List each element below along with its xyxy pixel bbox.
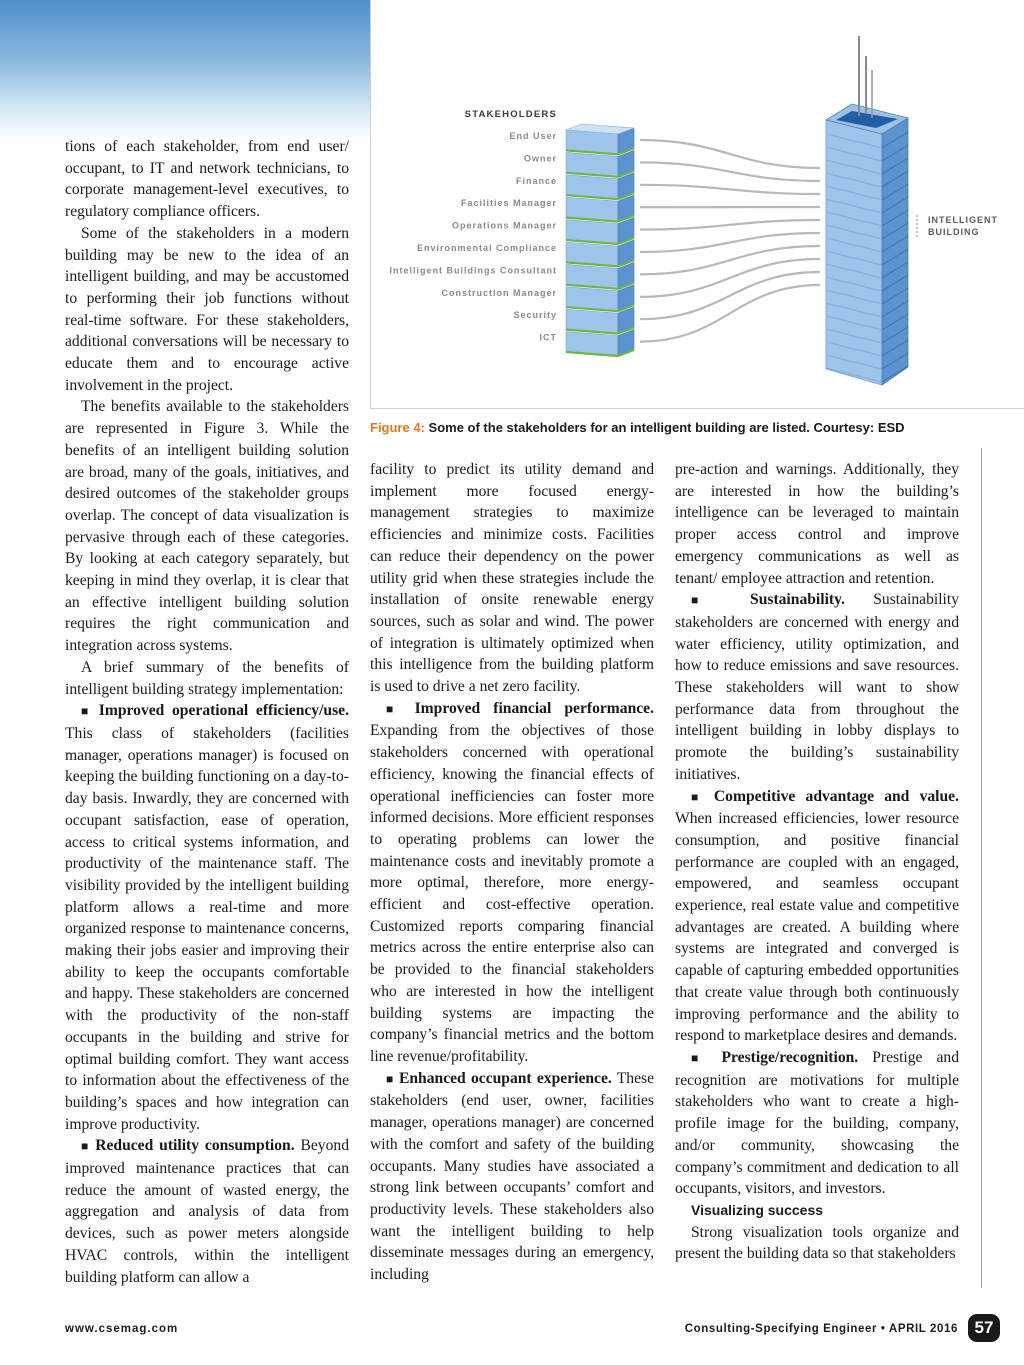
stakeholder-label: Finance	[515, 175, 557, 186]
figure-4	[370, 0, 1024, 409]
stakeholder-diagram	[371, 0, 1024, 408]
bullet-title: Sustainability.	[750, 591, 845, 609]
bullet-text: Prestige and recognition are motivations for multiple stakeholders who want to create a high-profile image for the building, company, and/or community, showcasing the company’s commitment and dedication to all occupants, visitors, and investors.	[675, 1048, 959, 1198]
building-label-line-1: INTELLIGENT	[928, 215, 998, 225]
paragraph: tions of each stakeholder, from end user/ occupant, to IT and network technicians, to corporate management-level executives, to regulatory compliance officers.	[65, 138, 349, 221]
bullet-sustainability	[675, 589, 959, 785]
connector-line	[640, 259, 820, 297]
stakeholder-label: Owner	[523, 153, 557, 164]
bullet-title: Competitive advantage and value.	[713, 787, 959, 805]
bullet-prestige	[675, 1047, 959, 1200]
stakeholder-label: Environmental Compliance	[416, 243, 557, 253]
stakeholder-label: Security	[513, 310, 557, 321]
figure-caption	[370, 420, 1020, 435]
stakeholder-label: ICT	[539, 332, 557, 343]
bullet-title: Improved operational efficiency/use.	[98, 702, 349, 720]
bullet-title: Reduced utility consumption.	[95, 1137, 295, 1155]
stakeholders-heading: STAKEHOLDERS	[464, 109, 557, 120]
section-heading: Visualizing success	[691, 1201, 824, 1218]
bullet-occupant-experience	[370, 1068, 654, 1286]
bullet-text: These stakeholders (end user, owner, facilities manager, operations manager) are concerned with the comfort and safety of the building occupants. Many studies have associated a strong link between occupants’ comfort and productivity levels. These stakeholders also want the intelligent building to help disseminate messages during an emergency, including	[370, 1069, 655, 1284]
stakeholder-label: Operations Manager	[451, 220, 557, 231]
stakeholder-label: Construction Manager	[441, 287, 557, 298]
column-3	[675, 459, 959, 1265]
stakeholder-label: End User	[509, 131, 557, 141]
bullet-title: Improved financial performance.	[414, 699, 654, 717]
bullet-competitive-advantage	[675, 786, 959, 1047]
paragraph: The benefits available to the stakeholders are represented in Figure 3. While the benefits of an intelligent building solution are broad, many of the goals, initiatives, and desired outcomes of the stakeholder groups overlap. The concept of data visualization is pervasive through each of these categories. By looking at each category separately, but keeping in mind they overlap, it is clear that an effective intelligent building solution requires the right communication and integration across systems.	[65, 398, 349, 655]
paragraph: Some of the stakeholders in a modern building may be new to the idea of an intelligent building, and may be accustomed to performing their job functions without real-time software. For these stakeholders, additional conversations will be necessary to educate them and to encourage active involvement in the project.	[65, 224, 349, 394]
connector-line	[640, 185, 820, 194]
connector-line	[640, 220, 820, 230]
paragraph: pre-action and warnings. Additionally, they are interested in how the building’s intelligence can be leveraged to maintain proper access control and improve emergency communications as well as tenant/ employee attraction and retention.	[675, 461, 959, 587]
bullet-utility-consumption	[65, 1135, 349, 1288]
bullet-title: Enhanced occupant experience.	[398, 1069, 612, 1087]
stakeholder-label: Intelligent Buildings Consultant	[389, 265, 557, 276]
caption-text: Some of the stakeholders for an intelligent building are listed. Courtesy: ESD	[428, 420, 905, 435]
bullet-title: Prestige/recognition.	[721, 1048, 859, 1066]
paragraph: A brief summary of the benefits of intelligent building strategy implementation:	[65, 658, 349, 698]
connector-line	[640, 285, 820, 342]
connector-lines	[640, 140, 820, 342]
column-rule	[981, 448, 982, 1288]
bullet-text: Sustainability stakeholders are concerned with energy and water efficiency, utility optimization, and how to reduce emissions and save resources. These stakeholders will want to show performance data from throughout the intelligent building in lobby displays to promote the building’s sustainability initiatives.	[675, 591, 959, 783]
bullet-text: When increased efficiencies, lower resource consumption, and positive financial performance are coupled with an engaged, empowered, and seamless occupant experience, real estate value and competitive advantages are created. A building where systems are integrated and converged is capable of capturing embedded opportunities that create value through both continuously improving performance and the ability to respond to marketplace desires and demands.	[675, 810, 959, 1045]
connector-line	[640, 233, 820, 252]
paragraph: Strong visualization tools organize and present the building data so that stakeholders	[675, 1223, 959, 1263]
header-gradient	[0, 0, 370, 140]
bullet-text: Expanding from the objectives of those stakeholders concerned with operational efficiency, knowing the financial effects of operational inefficiencies can foster more informed decisions. More efficient responses to operating problems can lower the maintenance costs and inevitably promote a more optimal, therefore, more energy-efficient and cost-effective operation. Customized reports comparing financial metrics across the entire enterprise also can be provided to the financial stakeholders who are interested in how the intelligent building systems are impacting the company’s financial metrics and the bottom line revenue/profitability.	[370, 722, 654, 1065]
intelligent-building-tower	[826, 36, 908, 385]
building-label-line-2: BUILDING	[928, 227, 980, 237]
bullet-operational-efficiency	[65, 700, 349, 1135]
footer-url: www.csemag.com	[65, 1323, 179, 1335]
bullet-text: This class of stakeholders (facilities manager, operations manager) is focused on keeping the building functioning on a day-to-day basis. Inwardly, they are concerned with occupant satisfaction, ease of operation, access to critical systems information, and productivity of the maintenance staff. The visibility provided by the intelligent building platform allows a real-time and more organized response to maintenance concerns, making their jobs easier and improving their ability to keep the occupants comfortable and happy. These stakeholders are concerned with the productivity of the non-staff occupants in the building and strive for optimal building comfort. They want access to information about the effectiveness of the building’s spaces and how integration can improve productivity.	[65, 724, 349, 1133]
bullet-text: Beyond improved maintenance practices that can reduce the amount of wasted energy, the aggregation and analysis of data from devices, such as power meters alongside HVAC controls, within the intelligent building platform can allow a	[65, 1137, 349, 1286]
stakeholder-label: Facilities Manager	[460, 198, 557, 209]
column-2	[370, 459, 654, 1286]
stakeholder-tower	[566, 124, 634, 356]
page-number: 57	[968, 1314, 1000, 1342]
column-1	[65, 136, 349, 1288]
building-front	[826, 120, 882, 385]
footer-publication: Consulting-Specifying Engineer • APRIL 2016	[684, 1323, 958, 1335]
connector-line	[640, 162, 820, 181]
paragraph: facility to predict its utility demand and implement more focused energy-management strategies to maximize efficiencies and minimize costs. Facilities can reduce their dependency on the power utility grid when these strategies include the installation of onsite renewable energy sources, such as solar and wind. The power of integration is ultimately optimized when this intelligence from the building platform is used to drive a net zero facility.	[370, 461, 654, 696]
bullet-financial-performance	[370, 698, 654, 1068]
caption-label: Figure 4:	[370, 420, 425, 435]
